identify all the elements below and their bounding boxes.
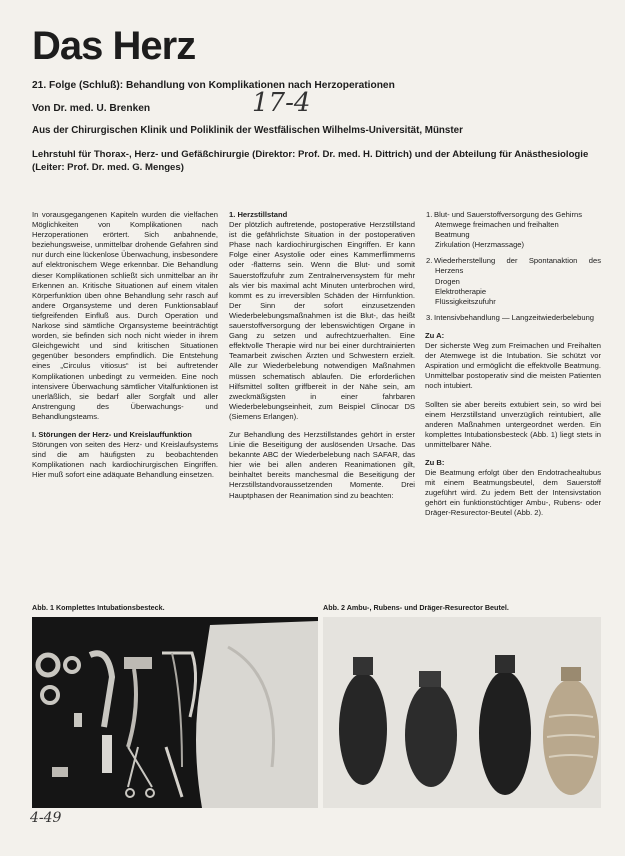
- intubation-kit-illustration: [32, 617, 318, 808]
- resuscitator-bags-illustration: [323, 617, 601, 808]
- list-item: 3. Intensivbehandlung — Langzeitwiederbelebung: [426, 312, 595, 322]
- subheading-zu-b: Zu B:: [425, 457, 445, 467]
- list-subitem: Elektrotherapie: [435, 286, 487, 296]
- paragraph: Der sicherste Weg zum Freimachen und Freihalten der Atemwege ist die Intubation. Sie schützt vor Aspiration und ermöglicht die effektvolle Beatmung. Unmittelbar postoperativ sind die meisten Patienten noch intubiert.: [425, 341, 601, 391]
- figure-1-intubation-kit-photo: [32, 617, 318, 808]
- paragraph: Zur Behandlung des Herzstillstandes gehört in erster Linie die Beseitigung der auslösenden Ursache. Das bekannte ABC der Wiederbelebung nach SAFAR, das hier wie bei allen anderen Reanimationen gilt, beinhaltet bereits manchesmal die Beseitigung der Herzstillstandvoraussetzenden Momente. Drei Hauptphasen der Reanimation sind zu beachten:: [229, 429, 415, 500]
- list-subitem: Atemwege freimachen und freihalten: [435, 220, 559, 230]
- column-3: [425, 210, 601, 527]
- subheading-zu-a: Zu A:: [425, 330, 445, 340]
- reanimation-phase-list: [425, 210, 601, 323]
- column-1: [32, 210, 218, 488]
- list-item: 1. Blut- und Sauerstoffversorgung des Gehirns Atemwege freimachen und freihalten Beatmung Zirkulation (Herzmassage): [426, 210, 583, 250]
- figure-2-caption: Abb. 2 Ambu-, Rubens- und Dräger-Resurector Beutel.: [323, 603, 509, 612]
- paragraph: Der plötzlich auftretende, postoperative Herzstillstand ist die gefährlichste Situation in der postoperativen Phase nach kardiochirurgischen Eingriffen. Er kann Folge einer Asystolie oder eines Kammerflimmerns oder -flatterns sein. Wenn die Blut- und somit Sauerstoffzufuhr zum Zentralnervensystem für mehr als vier bis maximal acht Minuten unterbrochen wird, kommt es zu irreversiblen Schäden der Hirnfunktion. Der Sinn der sofort einzusetzenden Wiederbelebungsmaßnahmen ist die Blut-, das heißt sauerstoffversorgung der lebenswichtigen Organe in Gang zu setzen und aufrechtzuerhalten. Eine effektvolle Therapie wird nur bei einer durchtrainierten Teamarbeit zwischen Ärzten und Schwestern erzielt. Alle zur Wiederbelebung notwendigen Maßnahmen müssen schematisch ablaufen. Die erforderlichen Hilfsmittel sollten griffbereit in der Nähe sein, am zweckmäßigsten in einer fahrbaren Wiederbelebungseinheit, zum Beispiel Clinocar DS (Siemens Erlangen).: [229, 220, 415, 421]
- article-title: Das Herz: [32, 24, 196, 68]
- affiliation-university: Aus der Chirurgischen Klinik und Poliklinik der Westfälischen Wilhelms-Universität, Münster: [32, 125, 463, 136]
- column-2: [229, 210, 415, 509]
- section-heading-cardiac-arrest: 1. Herzstillstand: [229, 210, 288, 219]
- list-subitem: Flüssigkeitszufuhr: [435, 296, 496, 306]
- page-number: 4-49: [30, 810, 62, 826]
- list-subitem: Beatmung: [435, 230, 470, 240]
- handwritten-note: 17-4: [252, 88, 311, 118]
- paragraph: Sollten sie aber bereits extubiert sein, so wird bei einem Herzstillstand unverzüglich reintubiert, alle anderen Maßnahmen untergeordnet werden. Ein komplettes Intubationsbesteck (Abb. 1) liegt stets in unmittelbarer Nähe.: [425, 399, 601, 449]
- paragraph: Die Beatmung erfolgt über den Endotrachealtubus mit einem Beatmungsbeutel, dem Sauerstoff zugeführt wird. Zu jedem Bett der Intensivstation gehört ein funktionstüchtiger Ambu-, Rubens- oder Dräger-Resurector-Beutel (Abb. 2).: [425, 468, 601, 518]
- section-heading-heart-circulation: I. Störungen der Herz- und Kreislauffunktion: [32, 429, 192, 439]
- figure-1-caption: Abb. 1 Komplettes Intubationsbesteck.: [32, 603, 165, 612]
- author-line: Von Dr. med. U. Brenken: [32, 103, 151, 114]
- affiliation-department: Lehrstuhl für Thorax-, Herz- und Gefäßchirurgie (Direktor: Prof. Dr. med. H. Dittrich) und der Abteilung für Anästhesiologie (Leiter: Prof. Dr. med. G. Menges): [32, 149, 589, 173]
- list-subitem: Zirkulation (Herzmassage): [435, 240, 525, 250]
- figure-2-resuscitator-bags-photo: [323, 617, 601, 808]
- list-subitem: Drogen: [435, 276, 460, 286]
- list-item: 2. Wiederherstellung der Spontanaktion des Herzens Drogen Elektrotherapie Flüssigkeitszufuhr: [426, 256, 601, 306]
- series-subtitle: 21. Folge (Schluß): Behandlung von Komplikationen nach Herzoperationen: [32, 80, 395, 91]
- paragraph: Störungen von seiten des Herz- und Kreislaufsystems sind die am häufigsten zu beobachtenden Komplikationen nach kardiochirurgischen Eingriffen. Hier muß sofort eine adäquate Behandlung einsetzen.: [32, 440, 218, 480]
- intro-paragraph: In vorausgegangenen Kapiteln wurden die vielfachen Möglichkeiten von Komplikationen nach Herzoperationen erörtert. Sich anbahnende, beziehungsweise, unmittelbar drohende Gefahren sind nur durch eine lückenlose Überwachung, insbesondere auf elektronischem Wege erkennbar. Die Behandlung dieser Komplikationen schließt sich unmittelbar an ihr Erkennen an. Kritische Situationen auf einem vitalen Körperfunktion üben ohne Behandlung sehr rasch auf andere Organsysteme und deren Funktionsablauf tiefgreifenden Einfluß aus. Durch Operation und Narkose sind sämtliche Organsysteme beeinträchtigt worden, sie befinden sich noch nicht wieder in ihrem Gleichgewicht und sind kritischen Situationen gegenüber besonders empfindlich. Die Entstehung eines „Circulus vitiosus“ ist bei auftretender Komplikationen unbedingt zu vermeiden. Eine noch intensivere Überwachung sämtlicher Vitalfunktionen ist unerläßlich, sie bedarf aller Sorgfalt und aller Anstrengung des Überwachungs- und Behandlungsteams.: [32, 210, 218, 421]
